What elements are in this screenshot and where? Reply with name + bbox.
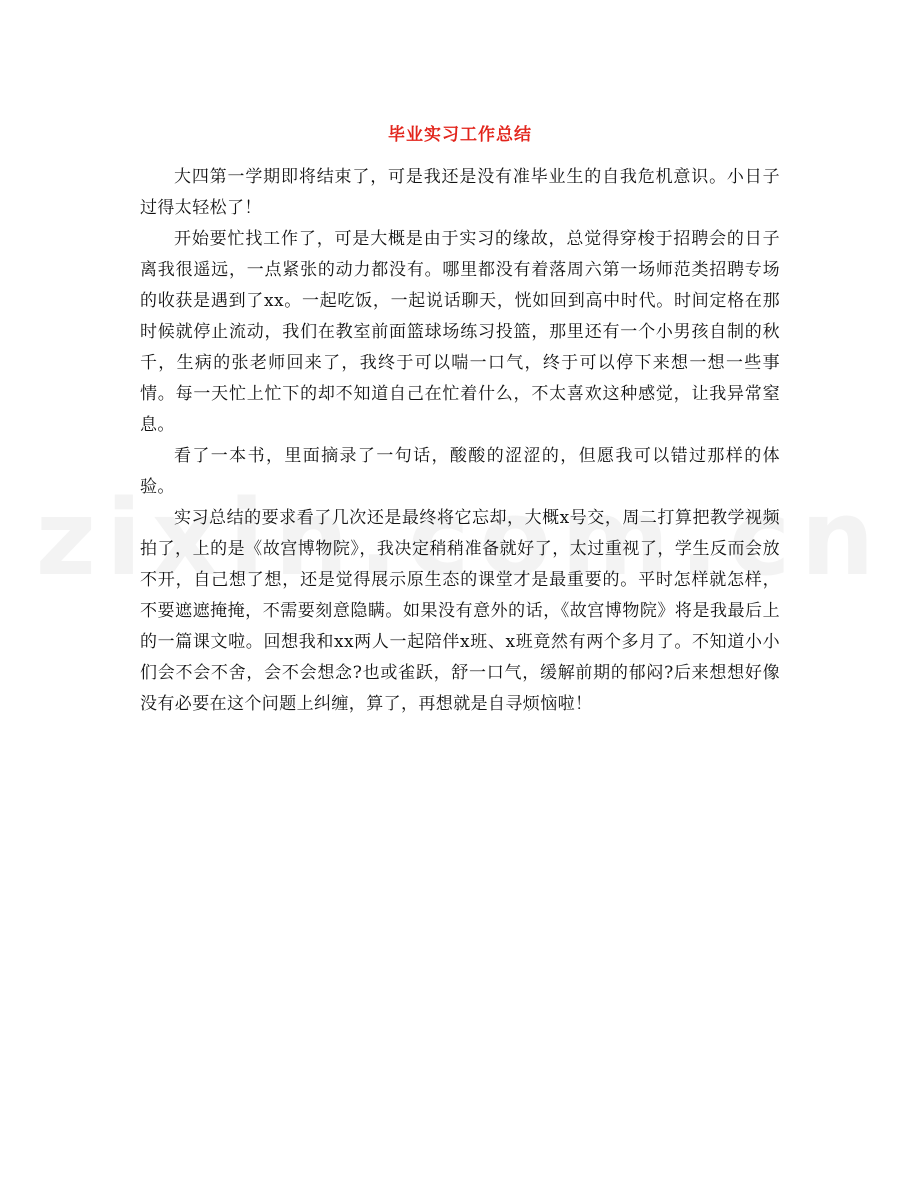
page-title: 毕业实习工作总结 [388,125,532,145]
paragraph-1: 大四第一学期即将结束了，可是我还是没有准毕业生的自我危机意识。小日子过得太轻松了！ [140,167,780,218]
paragraph-3: 看了一本书，里面摘录了一句话，酸酸的涩涩的，但愿我可以错过那样的体验。 [140,446,780,497]
paragraph-4: 实习总结的要求看了几次还是最终将它忘却，大概x号交，周二打算把教学视频拍了，上的是《故宫博物院》，我决定稍稍准备就好了，太过重视了，学生反而会放不开，自己想了想，还是觉得展示原生态的课堂才是最重要的。平时怎样就怎样，不要遮遮掩掩，不需要刻意隐瞒。如果没有意外的话，《故宫博物院》将是我最后上的一篇课文啦。回想我和xx两人一起陪伴x班、x班竟然有两个多月了。不知道小小们会不会不舍，会不会想念?也或雀跃，舒一口气，缓解前期的郁闷?后来想想好像没有必要在这个问题上纠缠，算了，再想就是自寻烦恼啦！ [140,508,780,714]
document-body [140,162,780,720]
paragraph-2: 开始要忙找工作了，可是大概是由于实习的缘故，总觉得穿梭于招聘会的日子离我很遥远，一点紧张的动力都没有。哪里都没有着落周六第一场师范类招聘专场的收获是遇到了xx。一起吃饭，一起说话聊天，恍如回到高中时代。时间定格在那时候就停止流动，我们在教室前面篮球场练习投篮，那里还有一个小男孩自制的秋千，生病的张老师回来了，我终于可以喘一口气，终于可以停下来想一想一些事情。每一天忙上忙下的却不知道自己在忙着什么，不太喜欢这种感觉，让我异常窒息。 [140,229,780,435]
